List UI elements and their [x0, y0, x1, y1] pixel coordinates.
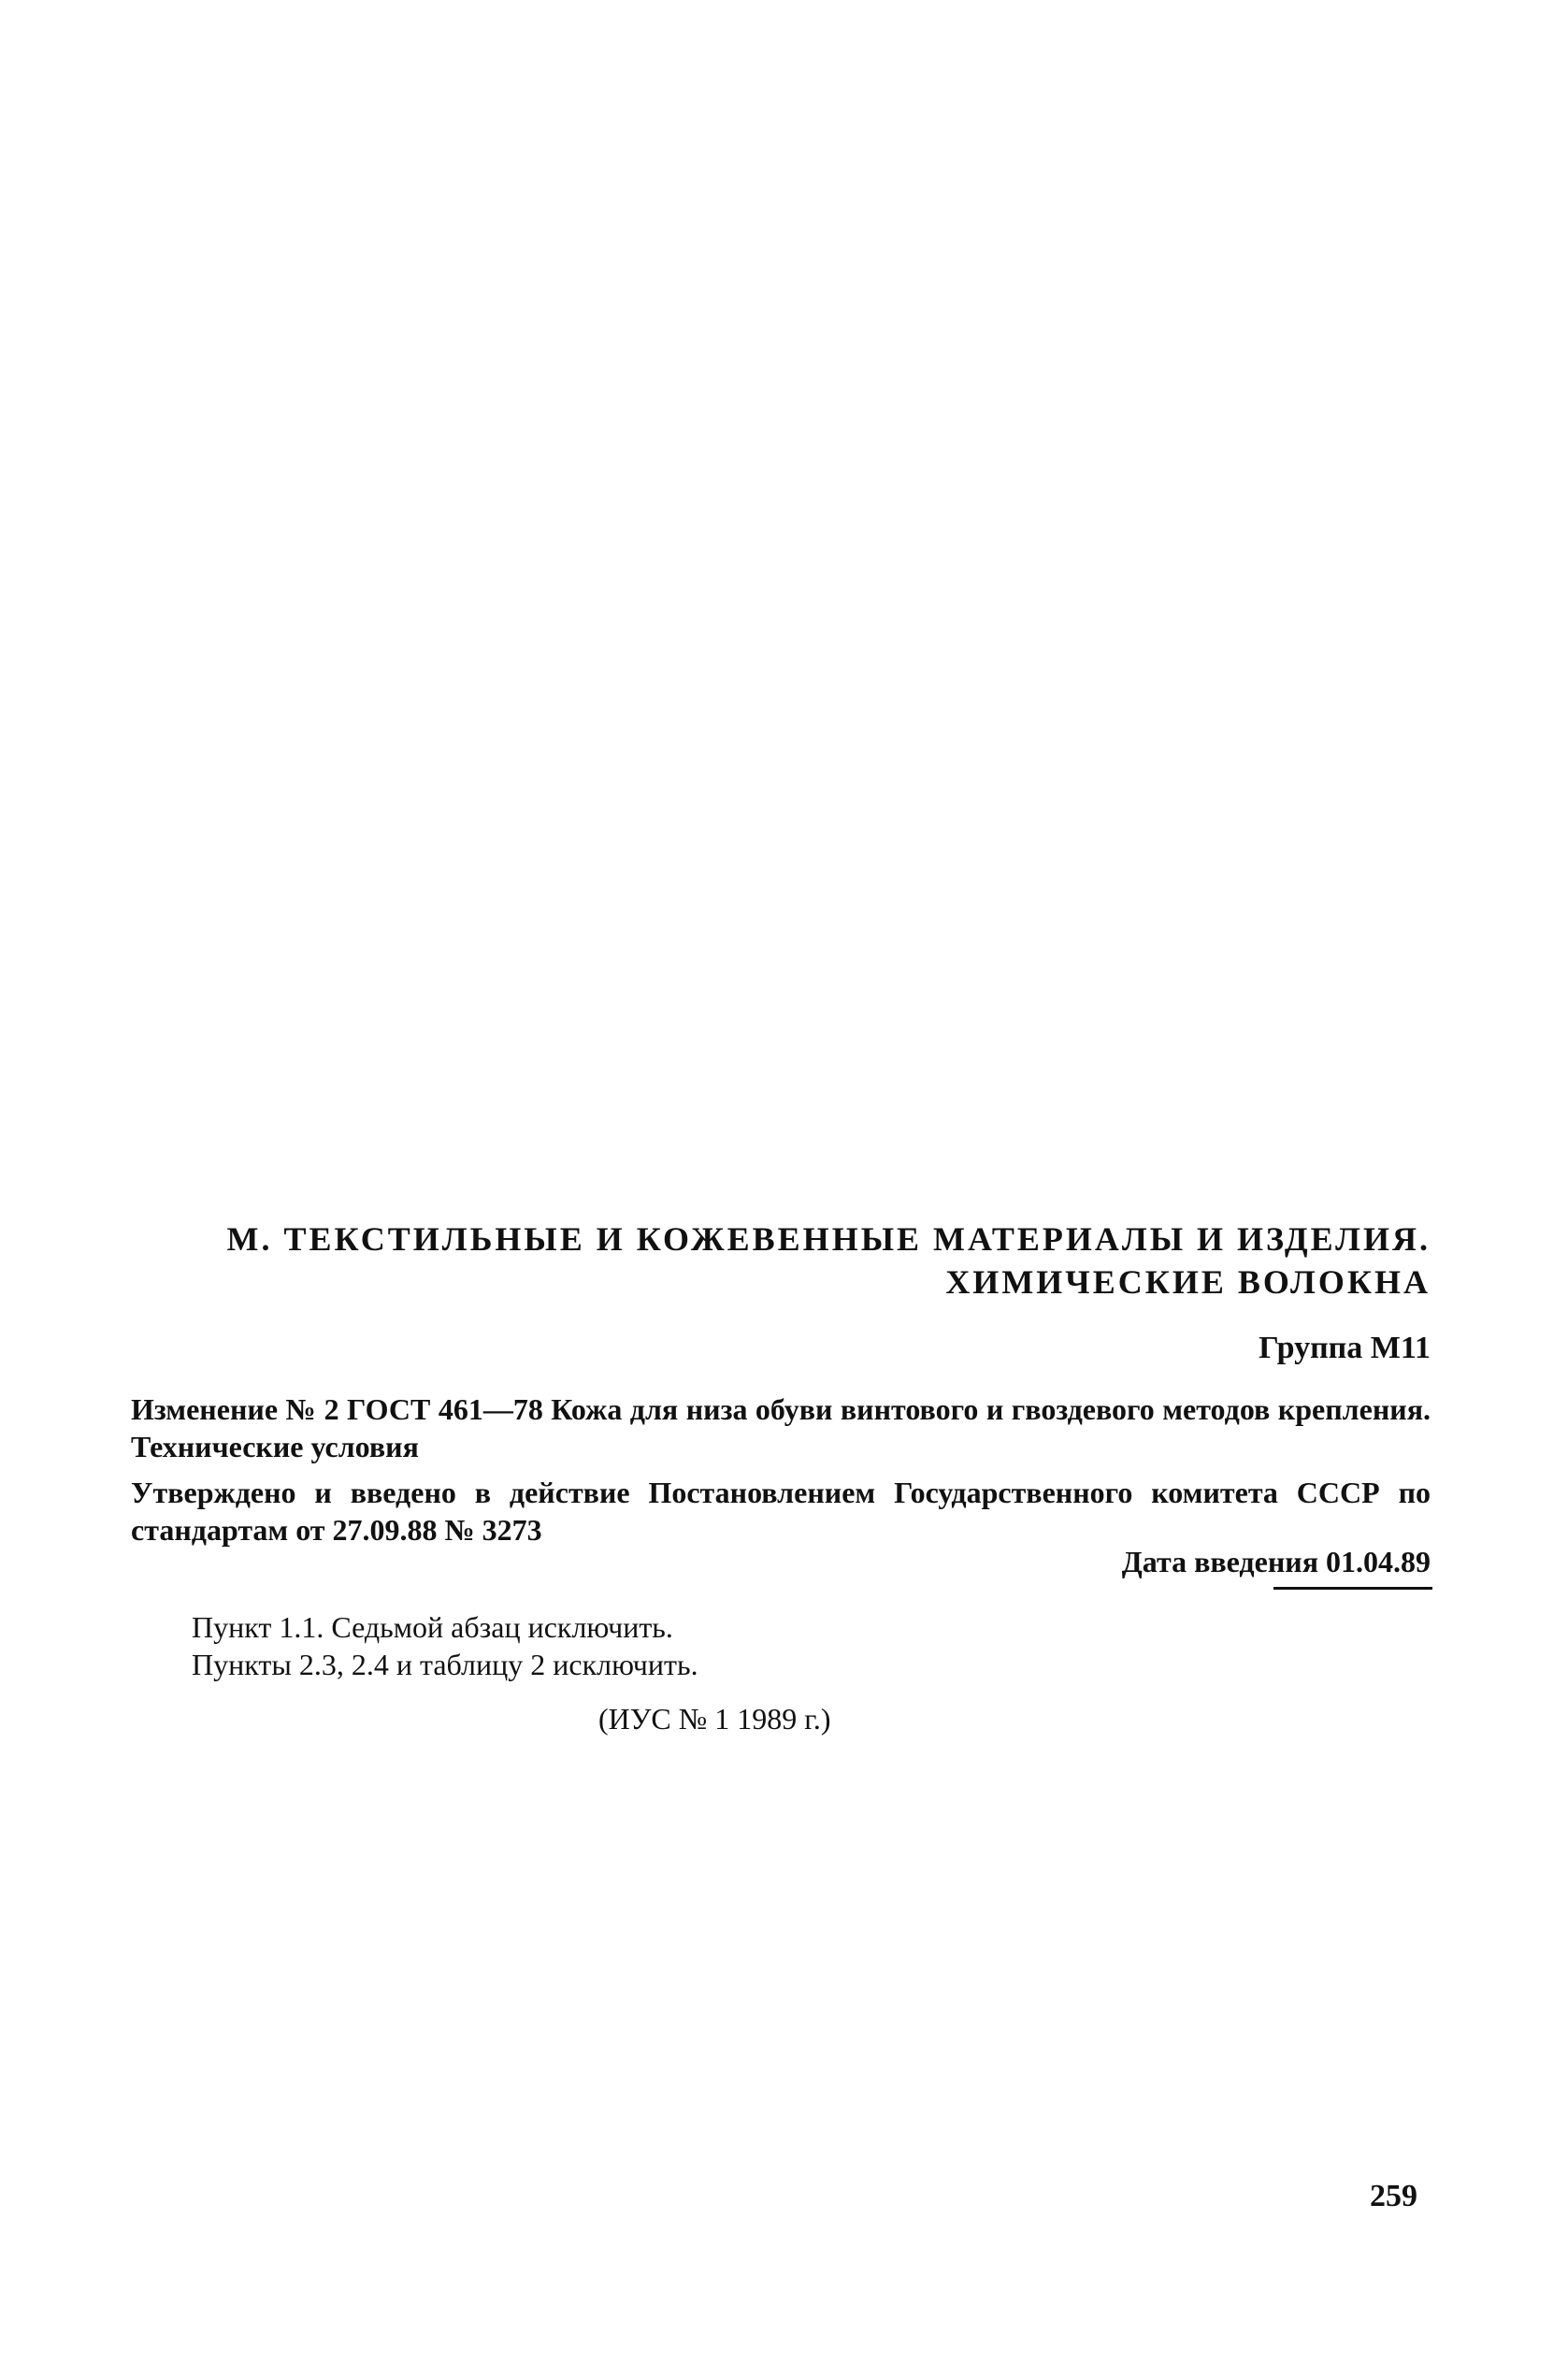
section-title-line-1: М. ТЕКСТИЛЬНЫЕ И КОЖЕВЕННЫЕ МАТЕРИАЛЫ И ИЗДЕЛИЯ. [226, 1220, 1431, 1258]
page-number: 259 [1370, 2179, 1417, 2213]
effective-date-line [131, 1543, 1431, 1580]
amendment-text: Изменение № 2 ГОСТ 461—78 Кожа для низа обуви винтового и гвоздевого методов крепления. Технические условия [131, 1392, 1431, 1463]
group-label: Группа М11 [1259, 1331, 1431, 1365]
change-item-1: Пункт 1.1. Седьмой абзац исключить. [192, 1610, 673, 1644]
change-item-2: Пункты 2.3, 2.4 и таблицу 2 исключить. [192, 1648, 698, 1681]
section-title-line-2: ХИМИЧЕСКИЕ ВОЛОКНА [945, 1263, 1431, 1301]
effective-date-value: 01.04.89 [1326, 1545, 1431, 1578]
effective-date-block [131, 1543, 1431, 1580]
effective-date-underline [1273, 1587, 1432, 1590]
source-reference: (ИУС № 1 1989 г.) [598, 1702, 831, 1736]
section-heading [131, 1218, 1431, 1304]
changes-block [192, 1608, 1220, 1683]
effective-date-label: Дата введения [1121, 1545, 1318, 1578]
approval-block [131, 1474, 1431, 1549]
amendment-block [131, 1390, 1431, 1465]
group-label-block [131, 1328, 1431, 1369]
approval-text: Утверждено и введено в действие Постановлением Государственного комитета СССР по стандартам от 27.09.88 № 3273 [131, 1476, 1431, 1547]
source-block [598, 1700, 1066, 1737]
